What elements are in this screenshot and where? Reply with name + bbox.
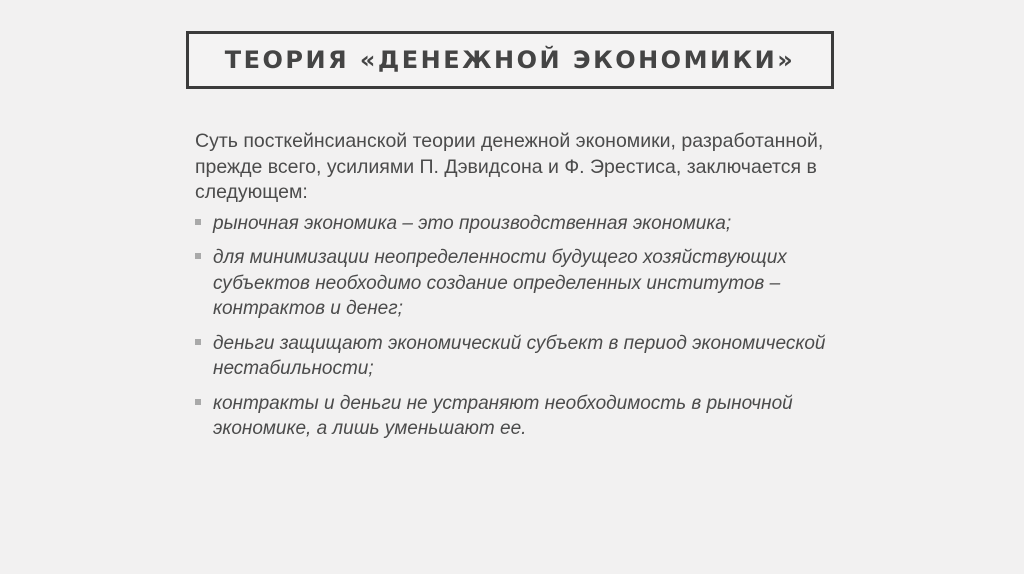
bullet-item xyxy=(195,245,835,322)
square-bullet-icon xyxy=(195,339,201,345)
bullet-text: деньги защищают экономический субъект в период экономической нестабильности; xyxy=(213,332,826,379)
bullet-text: для минимизации неопределенности будущего хозяйствующих субъектов необходимо создание определенных институтов – контрактов и денег; xyxy=(213,247,787,319)
square-bullet-icon xyxy=(195,399,201,405)
intro-paragraph: Суть посткейнсианской теории денежной экономики, разработанной, прежде всего, усилиями П. Дэвидсона и Ф. Эрестиса, заключается в следующем: xyxy=(195,130,824,203)
bullet-item xyxy=(195,331,835,382)
title-frame xyxy=(186,31,834,89)
slide-content xyxy=(195,129,835,451)
square-bullet-icon xyxy=(195,219,201,225)
bullet-text: рыночная экономика – это производственная экономика; xyxy=(213,212,732,234)
bullet-item xyxy=(195,391,835,442)
slide-title: ТЕОРИЯ «ДЕНЕЖНОЙ ЭКОНОМИКИ» xyxy=(224,46,796,74)
bullet-list xyxy=(195,211,835,442)
bullet-item xyxy=(195,211,835,237)
bullet-text: контракты и деньги не устраняют необходимость в рыночной экономике, а лишь уменьшают ее. xyxy=(213,392,793,439)
square-bullet-icon xyxy=(195,253,201,259)
